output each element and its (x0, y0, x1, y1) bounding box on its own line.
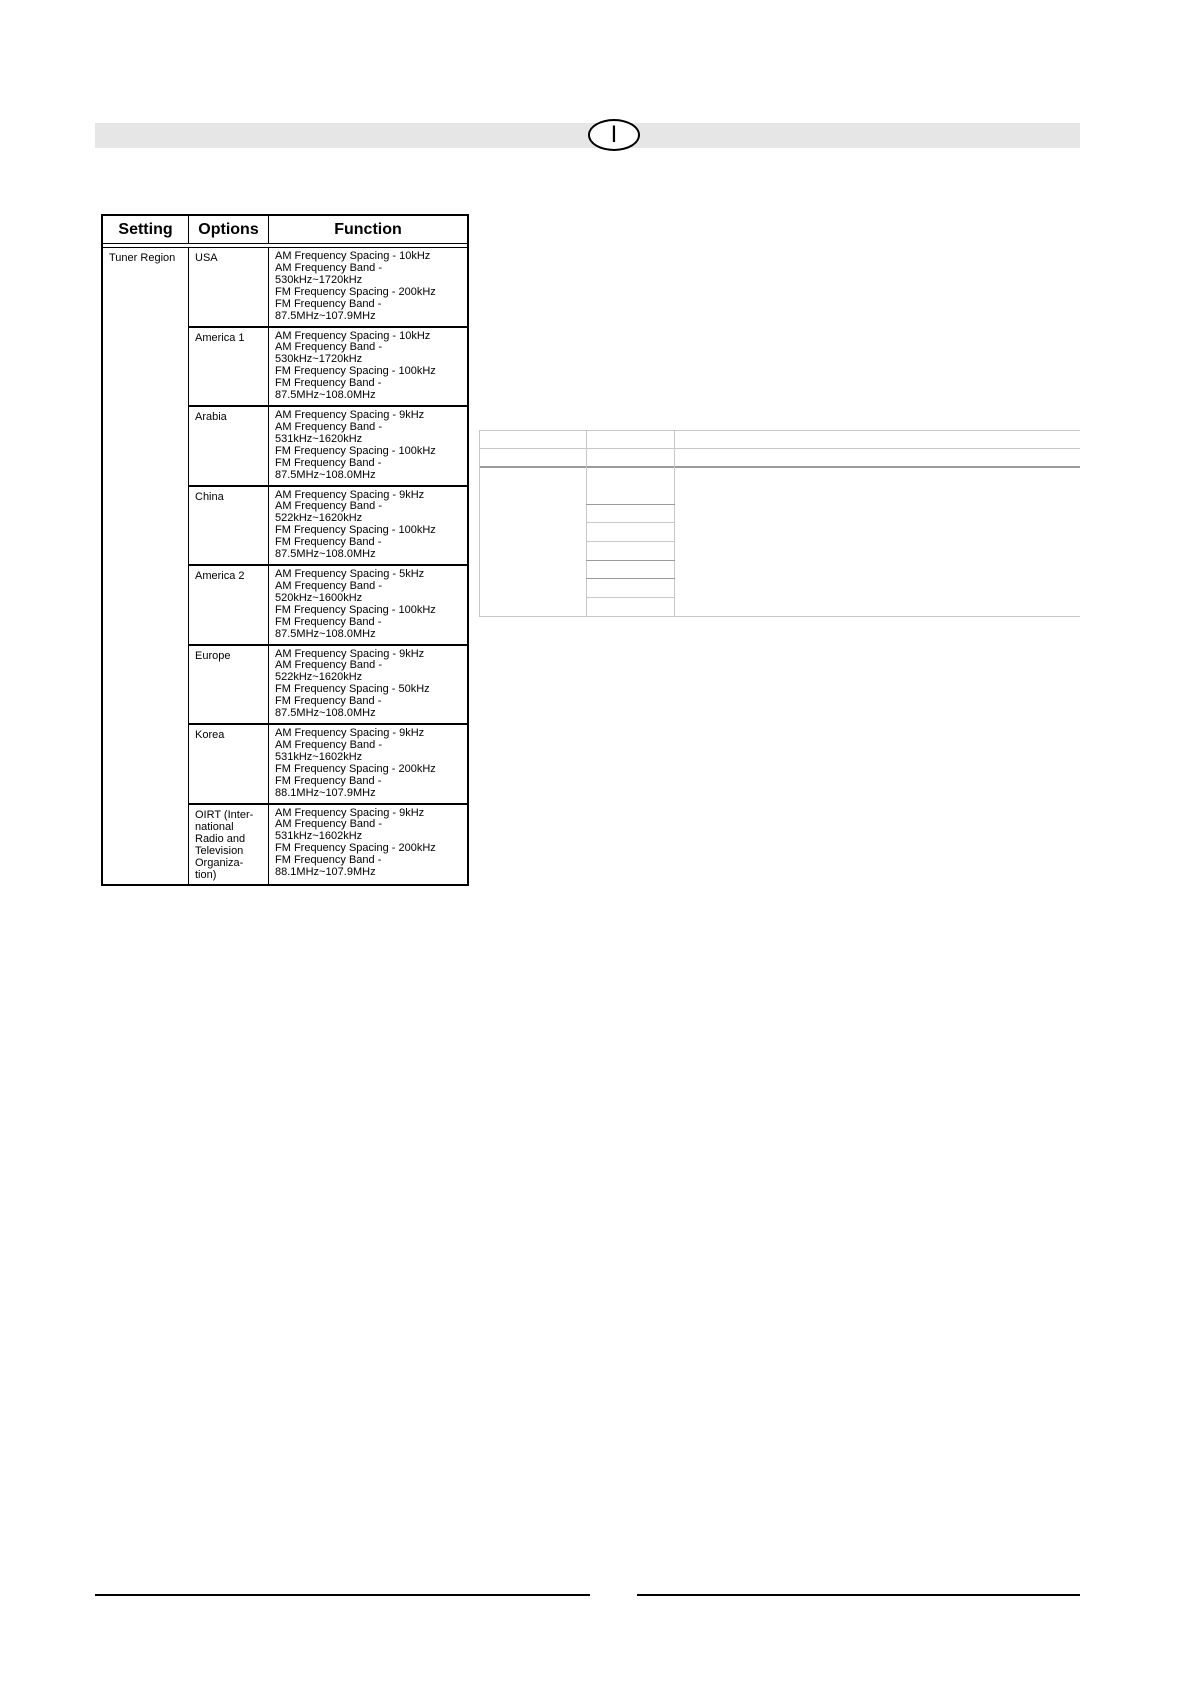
function-line: FM Frequency Spacing - 100kHz (275, 603, 436, 616)
function-line: 87.5MHz~108.0MHz (275, 389, 376, 402)
table-body (103, 248, 467, 884)
function-line: 87.5MHz~108.0MHz (275, 707, 376, 720)
function-cell (269, 248, 467, 326)
table-row (189, 725, 467, 805)
table-row (189, 566, 467, 646)
faint-table (479, 430, 1080, 617)
footer-rule-left (95, 1594, 590, 1596)
table-row (189, 487, 467, 567)
function-line: FM Frequency Spacing - 50kHz (275, 683, 430, 696)
function-line: FM Frequency Band - (275, 615, 382, 628)
function-line: 87.5MHz~108.0MHz (275, 627, 376, 640)
function-line: AM Frequency Spacing - 9kHz (275, 409, 425, 421)
function-line: AM Frequency Band - (275, 420, 382, 433)
function-line: 88.1MHz~107.9MHz (275, 866, 376, 879)
function-line: 531kHz~1602kHz (275, 750, 363, 763)
function-line: 87.5MHz~107.9MHz (275, 309, 376, 322)
function-line: AM Frequency Spacing - 9kHz (275, 488, 425, 501)
function-line: 88.1MHz~107.9MHz (275, 786, 376, 799)
function-line: 87.5MHz~108.0MHz (275, 468, 376, 481)
function-line: FM Frequency Band - (275, 536, 382, 549)
function-line: AM Frequency Spacing - 9kHz (275, 647, 425, 660)
function-line: FM Frequency Spacing - 200kHz (275, 285, 436, 298)
function-line: AM Frequency Band - (275, 738, 382, 751)
option-cell: USA (189, 248, 269, 326)
function-line: 531kHz~1620kHz (275, 432, 363, 445)
function-line: AM Frequency Spacing - 5kHz (275, 568, 425, 580)
table-row (189, 805, 467, 885)
function-line: AM Frequency Spacing - 10kHz (275, 250, 431, 262)
setting-cell: Tuner Region (103, 248, 189, 884)
option-cell: America 1 (189, 328, 269, 406)
option-cell: Korea (189, 725, 269, 803)
table-row (189, 248, 467, 328)
function-line: FM Frequency Spacing - 200kHz (275, 842, 436, 855)
function-cell (269, 487, 467, 565)
function-line: FM Frequency Spacing - 200kHz (275, 762, 436, 775)
table-row (189, 407, 467, 487)
function-cell (269, 725, 467, 803)
option-rows (189, 248, 467, 884)
function-line: AM Frequency Spacing - 9kHz (275, 727, 425, 739)
option-cell: China (189, 487, 269, 565)
function-line: 530kHz~1720kHz (275, 273, 363, 286)
function-cell (269, 805, 467, 885)
function-line: AM Frequency Band - (275, 659, 382, 672)
table-header (103, 216, 467, 244)
function-cell (269, 566, 467, 644)
function-line: FM Frequency Spacing - 100kHz (275, 365, 436, 378)
tuner-settings-table (101, 214, 469, 886)
function-line: 520kHz~1600kHz (275, 591, 363, 604)
function-line: FM Frequency Band - (275, 297, 382, 310)
function-line: 531kHz~1602kHz (275, 830, 363, 843)
function-line: FM Frequency Band - (275, 695, 382, 708)
table-row (189, 646, 467, 726)
function-line: AM Frequency Spacing - 9kHz (275, 806, 425, 819)
function-line: FM Frequency Spacing - 100kHz (275, 524, 436, 537)
section-badge: I (588, 119, 640, 151)
option-cell: OIRT (Inter- national Radio and Television Organiza- tion) (189, 805, 269, 885)
function-line: 522kHz~1620kHz (275, 671, 363, 684)
function-line: AM Frequency Band - (275, 579, 382, 592)
function-cell (269, 407, 467, 485)
function-line: AM Frequency Band - (275, 261, 382, 274)
option-cell: America 2 (189, 566, 269, 644)
function-line: FM Frequency Band - (275, 774, 382, 787)
table-row (189, 328, 467, 408)
function-line: AM Frequency Spacing - 10kHz (275, 329, 431, 342)
function-line: FM Frequency Band - (275, 377, 382, 390)
function-line: FM Frequency Band - (275, 456, 382, 469)
function-line: AM Frequency Band - (275, 500, 382, 513)
function-cell (269, 646, 467, 724)
header-setting: Setting (103, 216, 189, 243)
function-line: FM Frequency Band - (275, 854, 382, 867)
header-options: Options (189, 216, 269, 243)
header-function: Function (334, 220, 402, 238)
function-line: 530kHz~1720kHz (275, 353, 363, 366)
footer-rule-right (637, 1594, 1080, 1596)
function-line: 522kHz~1620kHz (275, 512, 363, 525)
function-line: AM Frequency Band - (275, 818, 382, 831)
function-cell (269, 328, 467, 406)
option-cell: Europe (189, 646, 269, 724)
function-line: AM Frequency Band - (275, 341, 382, 354)
function-line: FM Frequency Spacing - 100kHz (275, 444, 436, 457)
option-cell: Arabia (189, 407, 269, 485)
function-line: 87.5MHz~108.0MHz (275, 548, 376, 561)
